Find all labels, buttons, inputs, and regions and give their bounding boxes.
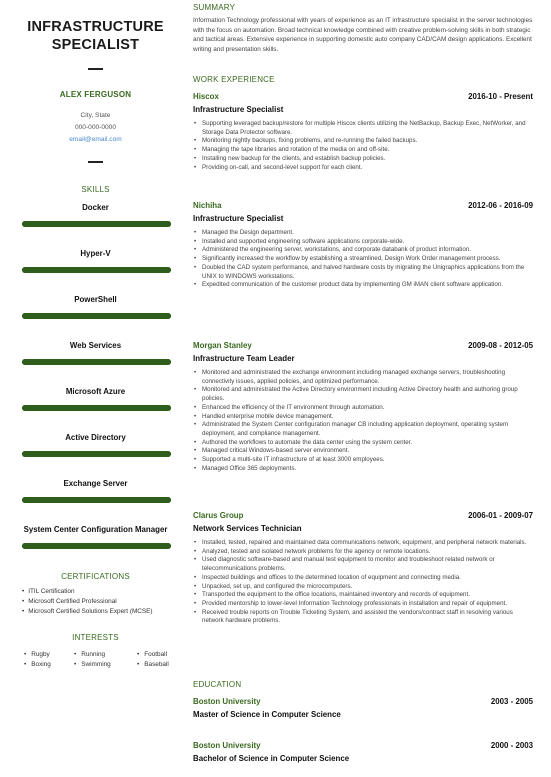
list-item: • Microsoft Certified Solutions Expert (MCSE) <box>22 607 182 617</box>
list-item: • Significantly increased the workflow by establishing a streamlined, Design Work Order management process. <box>193 255 533 264</box>
resume-title <box>8 18 183 54</box>
contact-city: City, State <box>80 112 111 119</box>
list-item: • Monitored and administrated the exchange environment including managed exchange servers, troubleshooting connectivity issues, applied policies, and optimized performance. <box>193 369 533 386</box>
divider <box>88 161 103 163</box>
sidebar <box>0 0 183 777</box>
job-entry <box>193 201 533 290</box>
title-line-2: SPECIALIST <box>51 37 140 53</box>
skill-name: Active Directory <box>65 433 126 442</box>
contact-email-link[interactable]: email@email.com <box>69 136 122 143</box>
company-name: Nichiha <box>193 201 222 210</box>
list-item: • Installed, tested, repaired and maintained data communications network, equipment, and peripheral network materials. <box>193 539 533 548</box>
skill-level-bar <box>22 313 171 319</box>
job-entry <box>193 92 533 172</box>
list-item: • Football <box>137 650 177 660</box>
school-name: Boston University <box>193 741 261 750</box>
job-dates: 2009-08 - 2012-05 <box>468 341 533 350</box>
job-bullets <box>193 539 533 626</box>
list-item: • Authored the workflows to automate the data center using the system center. <box>193 439 533 448</box>
skill-name: Docker <box>82 203 109 212</box>
list-item: • Managed critical Windows-based server environment. <box>193 447 533 456</box>
main-content <box>193 0 538 777</box>
company-name: Hiscox <box>193 92 219 101</box>
skill-level-bar <box>22 359 171 365</box>
list-item: • Monitoring nightly backups, fixing problems, and re-running the failed backups. <box>193 137 533 146</box>
job-title: Infrastructure Team Leader <box>193 354 295 363</box>
job-title: Network Services Technician <box>193 524 302 533</box>
list-item: • ITIL Certification <box>22 587 182 597</box>
list-item: • Analyzed, tested and isolated network problems for the agency or remote locations. <box>193 548 533 557</box>
education-dates: 2003 - 2005 <box>490 697 533 706</box>
skill-name: System Center Configuration Manager <box>23 525 168 534</box>
certifications-heading: CERTIFICATIONS <box>61 572 130 581</box>
job-title: Infrastructure Specialist <box>193 105 284 114</box>
job-entry <box>193 341 533 473</box>
list-item: • Unpacked, set up, and configured the microcomputers. <box>193 583 533 592</box>
education-entry <box>193 741 533 766</box>
list-item: • Administered the engineering server, workstations, and corporate databank of product information. <box>193 246 533 255</box>
job-entry <box>193 511 533 626</box>
candidate-name: ALEX FERGUSON <box>59 90 132 99</box>
experience-heading: WORK EXPERIENCE <box>193 75 275 84</box>
certifications-list <box>22 587 182 618</box>
list-item: • Rugby <box>24 650 74 660</box>
education-entry <box>193 697 533 722</box>
skill-level-bar <box>22 405 171 411</box>
list-item: • Monitored and administrated the Active Directory environment including Active Directory health and authoring group policies. <box>193 386 533 403</box>
list-item: • Supported a multi-site IT infrastructure of at least 3000 employees. <box>193 456 533 465</box>
list-item: • Swimming <box>74 660 137 670</box>
job-bullets <box>193 369 533 473</box>
skill-name: Microsoft Azure <box>65 387 126 396</box>
list-item: • Running <box>74 650 137 660</box>
degree: Bachelor of Science in Computer Science <box>193 754 350 763</box>
job-bullets <box>193 120 533 172</box>
skill-name: PowerShell <box>74 295 117 304</box>
school-name: Boston University <box>193 697 261 706</box>
interests-heading: INTERESTS <box>72 633 119 642</box>
skill-name: Web Services <box>69 341 122 350</box>
summary-text: Information Technology professional with years of experience as an IT infrastructure specialist in the server technologies with the focus on automation. Broad technical knowledge combined with creative problem-solving skills in both strategic and tactical areas. Extensive experience in supporting domestic auto company CAD/CAM design applications. Excellent writing and presentation skills. <box>193 17 533 53</box>
summary-heading: SUMMARY <box>193 3 236 12</box>
skill-name: Hyper-V <box>80 249 111 258</box>
list-item: • Managed the Design department. <box>193 229 533 238</box>
list-item: • Baseball <box>137 660 177 670</box>
skill-name: Exchange Server <box>63 479 128 488</box>
job-title: Infrastructure Specialist <box>193 214 284 223</box>
list-item: • Managed Office 365 deployments. <box>193 465 533 474</box>
list-item: • Enhanced the efficiency of the IT environment through automation. <box>193 404 533 413</box>
list-item: • Boxing <box>24 660 74 670</box>
education-dates: 2000 - 2003 <box>490 741 533 750</box>
skill-level-bar <box>22 543 171 549</box>
list-item: • Used diagnostic software-based and manual test equipment to monitor and troubleshoot related network or telecommunications problems. <box>193 556 533 573</box>
list-item: • Supporting leveraged backup/restore for multiple Hiscox clients utilizing the NetBackup, Backup Exec, NetWorker, and Storage Data Protector software. <box>193 120 533 137</box>
job-bullets <box>193 229 533 290</box>
list-item: • Provided mentorship to lower-level Information Technology professionals in installation and repair of equipment. <box>193 600 533 609</box>
list-item: • Providing on-call, and second-level support for each client. <box>193 164 533 173</box>
skill-level-bar <box>22 221 171 227</box>
skills-heading: SKILLS <box>81 185 110 194</box>
list-item: • Installing new backup for the clients, and establish backup policies. <box>193 155 533 164</box>
skill-level-bar <box>22 451 171 457</box>
list-item: • Installed and supported engineering software applications corporate-wide. <box>193 238 533 247</box>
list-item: • Expedited communication of the customer product data by implementing GM iMAN client software application. <box>193 281 533 290</box>
degree: Master of Science in Computer Science <box>193 710 341 719</box>
list-item: • Doubled the CAD system performance, and halved hardware costs by migrating the Unigraphics applications from the UNIX to WINDOWS workstations. <box>193 264 533 281</box>
skill-level-bar <box>22 267 171 273</box>
list-item: • Managing the tape libraries and rotation of the media on and off-site. <box>193 146 533 155</box>
list-item: • Received trouble reports on Trouble Ticketing System, and assisted the vendors/contract staff in resolving various network hardware problems. <box>193 609 533 626</box>
company-name: Clarus Group <box>193 511 244 520</box>
contact-phone: 000-000-0000 <box>74 124 117 131</box>
education-heading: EDUCATION <box>193 680 242 689</box>
list-item: • Transported the equipment to the office locations, maintained inventory and records of equipment. <box>193 591 533 600</box>
job-dates: 2012-06 - 2016-09 <box>468 201 533 210</box>
job-dates: 2006-01 - 2009-07 <box>468 511 533 520</box>
title-line-1: INFRASTRUCTURE <box>27 19 164 35</box>
list-item: • Inspected buildings and offices to the determined location of equipment and connecting media. <box>193 574 533 583</box>
divider <box>88 68 103 70</box>
list-item: • Administrated the System Center configuration manager CB including application deployment, operating system deployment, and compliance management. <box>193 421 533 438</box>
job-dates: 2016-10 - Present <box>468 92 533 101</box>
company-name: Morgan Stanley <box>193 341 252 350</box>
skill-level-bar <box>22 497 171 503</box>
list-item: • Handled enterprise mobile device management. <box>193 413 533 422</box>
list-item: • Microsoft Certified Professional <box>22 597 182 607</box>
interests-list <box>24 650 174 670</box>
